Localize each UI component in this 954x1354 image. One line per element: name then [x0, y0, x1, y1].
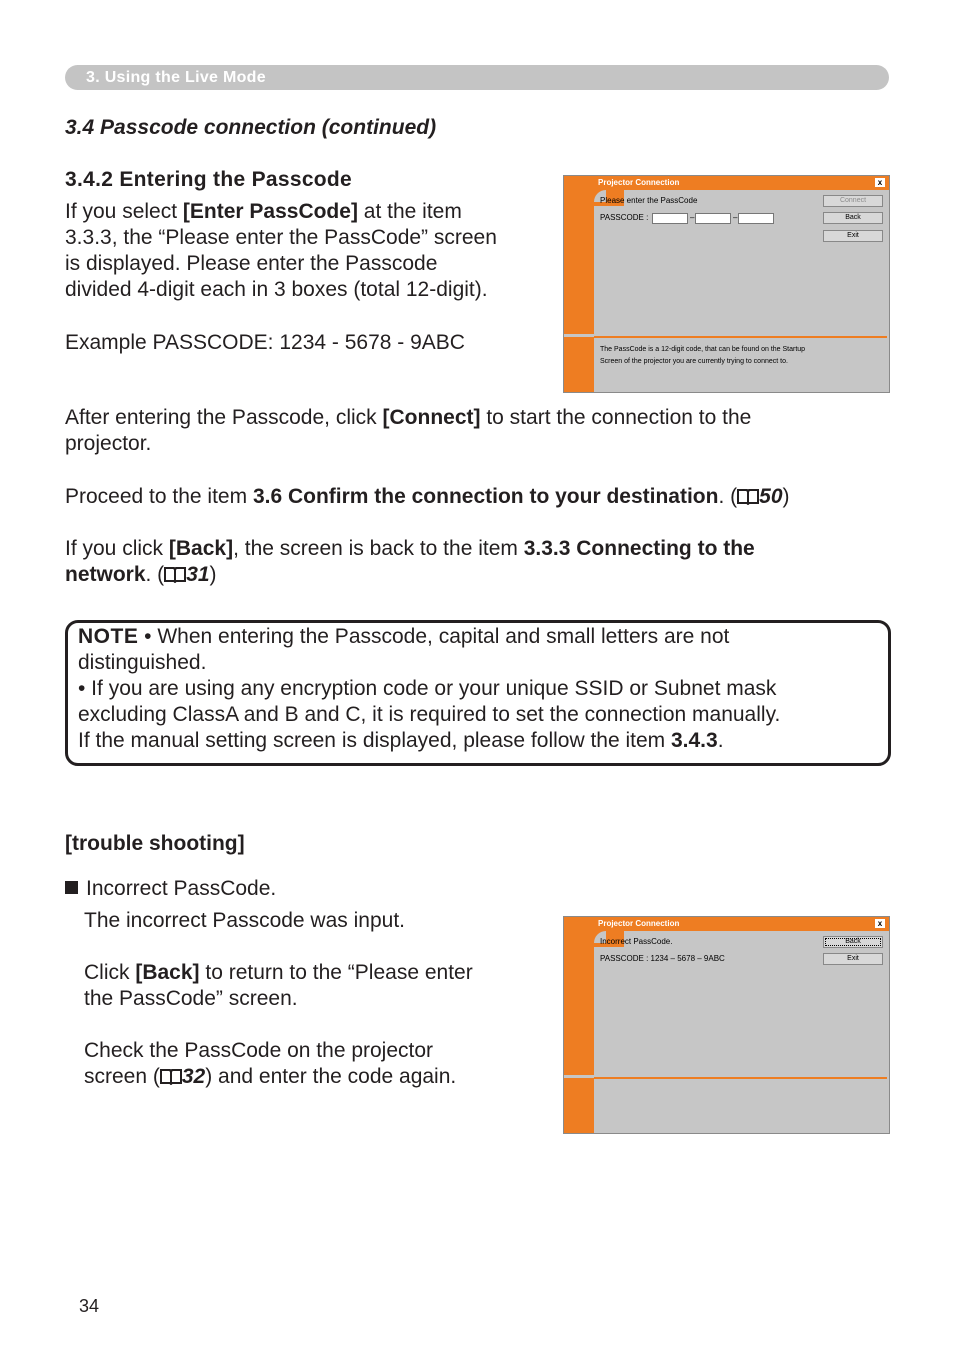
note-label: NOTE — [78, 625, 139, 648]
page-reference[interactable]: 50 — [759, 485, 783, 508]
exit-button[interactable]: Exit — [823, 230, 883, 242]
dialog-error-message: Incorrect PassCode. — [600, 937, 673, 946]
square-bullet-icon — [65, 881, 78, 894]
dialog-help-line-1: The PassCode is a 12-digit code, that can be found on the Startup — [600, 346, 806, 353]
trouble-item: Incorrect PassCode. — [65, 876, 276, 902]
page-number: 34 — [79, 1296, 100, 1316]
exit-button[interactable]: Exit — [823, 953, 883, 965]
back-button[interactable]: Back — [823, 936, 883, 948]
page-reference[interactable]: 31 — [186, 563, 210, 586]
back-button[interactable]: Back — [823, 212, 883, 224]
intro-paragraph: If you select [Enter PassCode] at the item 3.3.3, the “Please enter the PassCode” screen is displayed. Please enter the Passcode divided 4-digit each in 3 boxes (total 12-digit). — [65, 200, 497, 301]
close-icon[interactable]: x — [875, 919, 885, 928]
book-icon — [737, 488, 759, 505]
passcode-field-3[interactable] — [738, 213, 774, 224]
passcode-separator: – — [733, 213, 738, 222]
back-paragraph: If you click [Back], the screen is back to the item 3.3.3 Connecting to the network. ( 31) — [65, 537, 755, 586]
note-content: NOTE • When entering the Passcode, capital and small letters are not distinguished. • If you are using any encryption code or your unique SSID or Subnet mask excluding ClassA and B and C, it is required to set the connection manually. If the manual setting screen is displayed, please follow the item 3.4.3. — [78, 625, 781, 752]
passcode-field-2[interactable] — [695, 213, 731, 224]
proceed-paragraph: Proceed to the item 3.6 Confirm the connection to your destination. ( 50) — [65, 485, 790, 508]
dialog-divider — [594, 336, 887, 338]
dialog-divider — [594, 1077, 887, 1079]
passcode-dialog-screenshot — [563, 175, 890, 393]
dialog-passcode-readout: PASSCODE : 1234 – 5678 – 9ABC — [600, 954, 725, 963]
dialog-help-line-2: Screen of the projector you are currently trying to connect to. — [600, 358, 788, 365]
book-icon — [160, 1068, 182, 1085]
book-icon — [164, 566, 186, 583]
dialog-prompt: Please enter the PassCode — [600, 196, 698, 205]
passcode-separator: – — [690, 213, 695, 222]
close-icon[interactable]: x — [875, 178, 885, 187]
trouble-shooting-heading: [trouble shooting] — [65, 832, 245, 855]
example-passcode: Example PASSCODE: 1234 - 5678 - 9ABC — [65, 331, 465, 354]
connect-button[interactable]: Connect — [823, 195, 883, 207]
page-reference[interactable]: 32 — [181, 1065, 206, 1088]
dialog-title: Projector Connection — [598, 178, 680, 187]
section-header-title: 3. Using the Live Mode — [86, 69, 266, 86]
incorrect-passcode-dialog-screenshot — [563, 916, 890, 1134]
page-heading: 3.4.2 Entering the Passcode — [65, 168, 353, 191]
dialog-title: Projector Connection — [598, 919, 680, 928]
passcode-label: PASSCODE : — [600, 213, 649, 222]
after-entering-paragraph: After entering the Passcode, click [Connect] to start the connection to the projector. — [65, 406, 752, 455]
passcode-field-1[interactable] — [652, 213, 688, 224]
section-subtitle: 3.4 Passcode connection (continued) — [65, 116, 437, 139]
trouble-explanation: The incorrect Passcode was input. Click [Back] to return to the “Please enter the PassCode” screen. Check the PassCode on the projector screen ( 32) and enter the code again. — [84, 909, 473, 1088]
